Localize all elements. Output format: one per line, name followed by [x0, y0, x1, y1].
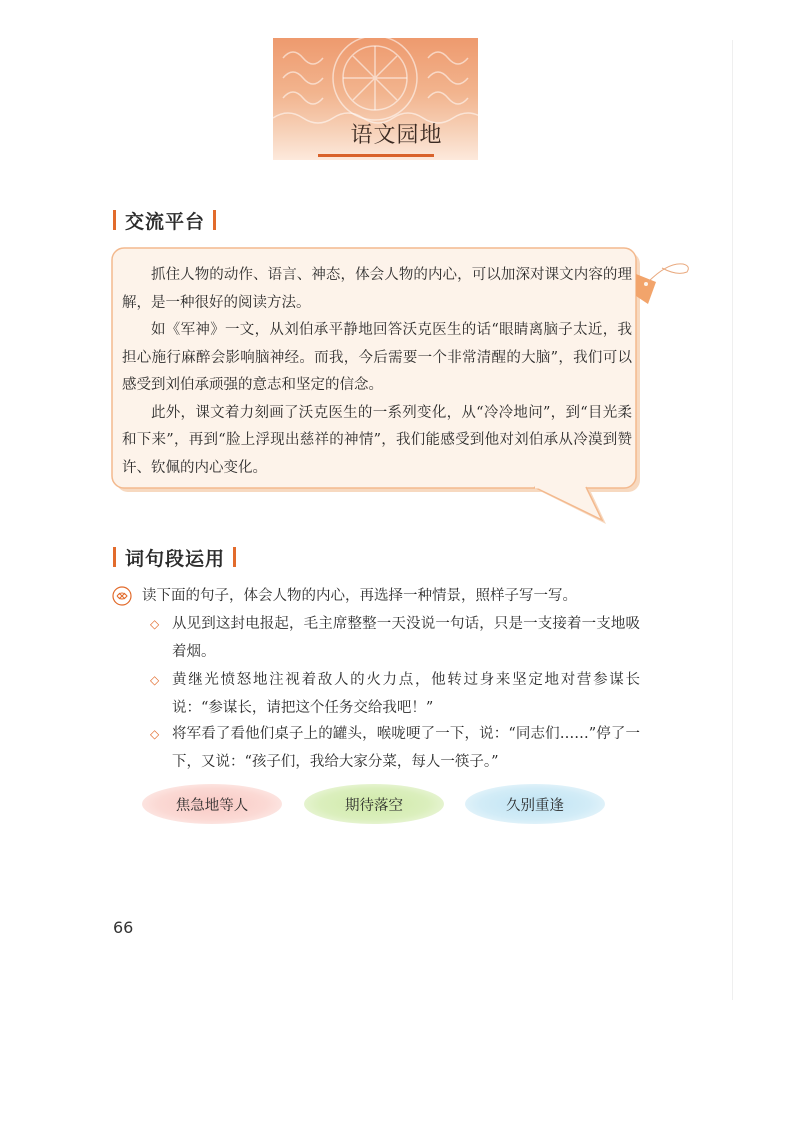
section-title: 词句段运用: [125, 547, 226, 570]
paragraph: 抓住人物的动作、语言、神态，体会人物的内心，可以加深对课文内容的理解，是一种很好的阅读方法。: [122, 267, 632, 311]
diamond-bullet-icon: ◇: [150, 673, 160, 687]
diamond-bullet-icon: ◇: [150, 617, 160, 631]
header-bar-right: [233, 547, 236, 567]
section-header-practice: [113, 545, 236, 569]
list-item: [150, 720, 640, 776]
list-item: [150, 610, 640, 666]
page-number: 66: [113, 918, 134, 937]
example-sentence: 将军看了看他们桌子上的罐头，喉咙哽了一下，说：“同志们……”停了一下，又说：“孩子们，我给大家分菜，每人一筷子。”: [172, 726, 640, 770]
list-item: [150, 666, 640, 722]
header-bar-left: [113, 210, 116, 230]
title-underline: [318, 154, 434, 157]
scenario-pill-waiting: 焦急地等人: [142, 784, 282, 824]
seal-stamp-icon: [111, 585, 133, 607]
page-edge: [732, 40, 733, 1000]
diamond-bullet-icon: ◇: [150, 727, 160, 741]
tag-icon: [636, 264, 688, 304]
scenario-pill-disappointed: 期待落空: [304, 784, 444, 824]
header-bar-right: [213, 210, 216, 230]
scenario-pill-reunion: 久别重逢: [465, 784, 605, 824]
example-sentence: 黄继光愤怒地注视着敌人的火力点，他转过身来坚定地对营参谋长说：“参谋长，请把这个任务交给我吧！”: [172, 672, 640, 716]
paragraph: 如《军神》一文，从刘伯承平静地回答沃克医生的话“眼睛离脑子太近，我担心施行麻醉会影响脑神经。而我，今后需要一个非常清醒的大脑”，我们可以感受到刘伯承顽强的意志和坚定的信念。: [122, 322, 632, 393]
section-title: 交流平台: [125, 210, 206, 233]
example-sentence: 从见到这封电报起，毛主席整整一天没说一句话，只是一支接着一支地吸着烟。: [172, 616, 640, 660]
unit-title: 语文园地: [350, 123, 443, 148]
paragraph: 此外，课文着力刻画了沃克医生的一系列变化，从“冷冷地问”，到“目光柔和下来”，再到“脸上浮现出慈祥的神情”，我们能感受到他对刘伯承从冷漠到赞许、钦佩的内心变化。: [122, 404, 632, 476]
section-header-exchange: [113, 208, 216, 232]
exchange-text: [122, 262, 632, 482]
exercise-instruction: 读下面的句子，体会人物的内心，再选择一种情景，照样子写一写。: [142, 588, 577, 604]
header-bar-left: [113, 547, 116, 567]
